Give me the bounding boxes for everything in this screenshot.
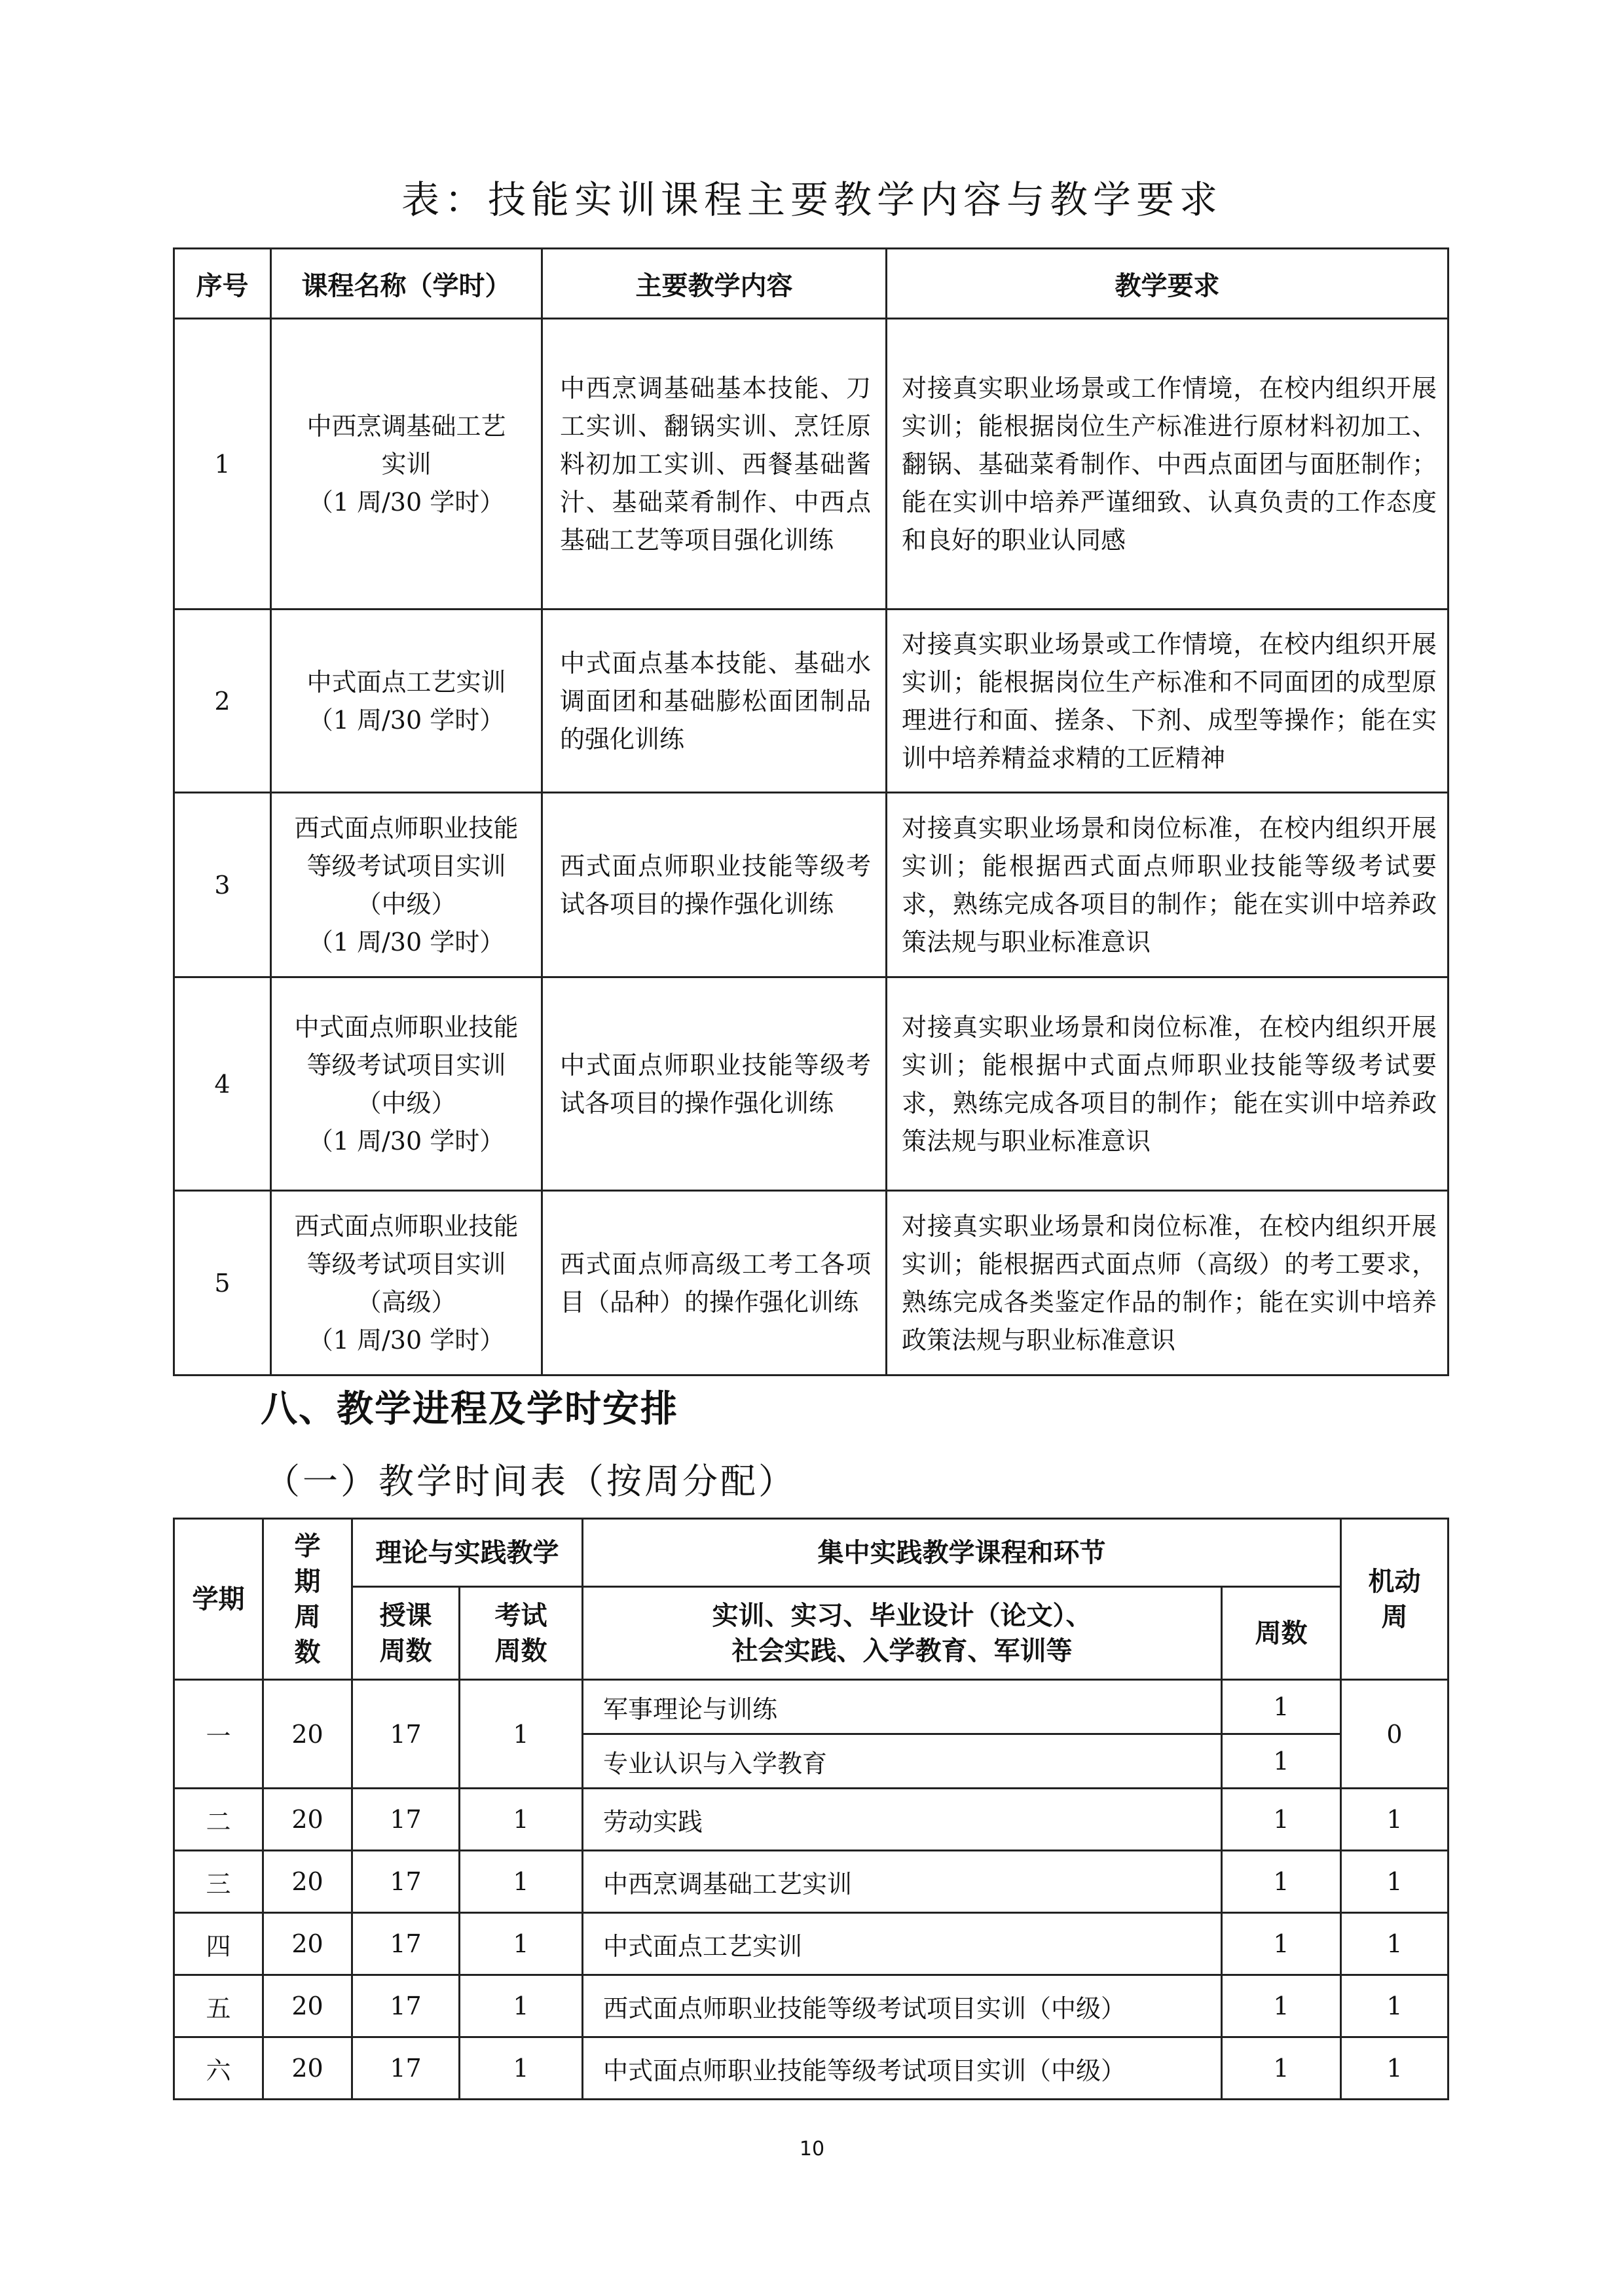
exam-weeks-cell: 1 — [460, 1913, 583, 1975]
table-row — [174, 1789, 1449, 1851]
exam-weeks-cell: 1 — [460, 1789, 583, 1851]
lecture-weeks-cell: 17 — [352, 1680, 460, 1789]
course-hours: （1 周/30 学时） — [308, 927, 505, 957]
activity-weeks-cell: 1 — [1222, 1913, 1341, 1975]
row-number: 2 — [174, 610, 271, 793]
col-header-course-name: 课程名称（学时） — [271, 249, 542, 319]
course-name-cell — [271, 610, 542, 793]
skills-training-table — [173, 247, 1449, 1376]
requirements-cell: 对接真实职业场景和岗位标准，在校内组织开展实训；能根据西式面点师（高级）的考工要求，熟练完成各类鉴定作品的制作；能在实训中培养政策法规与职业标准意识 — [887, 1191, 1449, 1376]
course-name: 中西烹调基础工艺实训 — [306, 411, 506, 479]
activity-cell: 劳动实践 — [583, 1789, 1222, 1851]
table-row — [174, 793, 1449, 977]
page-number: 10 — [799, 2138, 825, 2160]
activity-cell: 中式面点师职业技能等级考试项目实训（中级） — [583, 2037, 1222, 2100]
lecture-weeks-cell: 17 — [352, 1789, 460, 1851]
col-header-no: 序号 — [174, 249, 271, 319]
activity-cell: 军事理论与训练 — [583, 1680, 1222, 1734]
course-name-cell — [271, 977, 542, 1191]
course-name-cell — [271, 793, 542, 977]
exam-weeks-cell: 1 — [460, 1851, 583, 1913]
lecture-weeks-cell: 17 — [352, 1851, 460, 1913]
row-number: 1 — [174, 319, 271, 610]
activity-weeks-cell: 1 — [1222, 1680, 1341, 1734]
lecture-weeks-cell: 17 — [352, 2037, 460, 2100]
table-row — [174, 1975, 1449, 2037]
flex-weeks-cell: 1 — [1341, 1789, 1449, 1851]
flex-weeks-cell: 0 — [1341, 1680, 1449, 1789]
col-header-content: 主要教学内容 — [542, 249, 887, 319]
table-header-row — [174, 1587, 1449, 1680]
requirements-cell: 对接真实职业场景或工作情境，在校内组织开展实训；能根据岗位生产标准和不同面团的成型原理进行和面、搓条、下剂、成型等操作；能在实训中培养精益求精的工匠精神 — [887, 610, 1449, 793]
exam-weeks-cell: 1 — [460, 1680, 583, 1789]
content-cell: 中西烹调基础基本技能、刀工实训、翻锅实训、烹饪原料初加工实训、西餐基础酱汁、基础菜肴制作、中西点基础工艺等项目强化训练 — [542, 319, 887, 610]
row-number: 5 — [174, 1191, 271, 1376]
table-row — [174, 1191, 1449, 1376]
lecture-weeks-cell: 17 — [352, 1975, 460, 2037]
col-header-flex-weeks: 机动周 — [1341, 1519, 1449, 1680]
activity-cell: 西式面点师职业技能等级考试项目实训（中级） — [583, 1975, 1222, 2037]
lecture-weeks-cell: 17 — [352, 1913, 460, 1975]
term-weeks-cell: 20 — [263, 1789, 352, 1851]
term-weeks-cell: 20 — [263, 1851, 352, 1913]
col-header-requirements: 教学要求 — [887, 249, 1449, 319]
table-row — [174, 2037, 1449, 2100]
requirements-cell: 对接真实职业场景和岗位标准，在校内组织开展实训；能根据西式面点师职业技能等级考试要求，熟练完成各项目的制作；能在实训中培养政策法规与职业标准意识 — [887, 793, 1449, 977]
term-cell: 二 — [174, 1789, 263, 1851]
term-weeks-cell: 20 — [263, 1975, 352, 2037]
term-weeks-cell: 20 — [263, 1680, 352, 1789]
term-cell: 五 — [174, 1975, 263, 2037]
col-header-weeks: 周数 — [1222, 1587, 1341, 1680]
course-hours: （1 周/30 学时） — [308, 1325, 505, 1355]
page-title: 表：技能实训课程主要教学内容与教学要求 — [401, 177, 1223, 222]
col-header-activities: 实训、实习、毕业设计（论文）、社会实践、入学教育、军训等 — [583, 1587, 1222, 1680]
term-weeks-cell: 20 — [263, 2037, 352, 2100]
subsection-heading: （一）教学时间表（按周分配） — [265, 1461, 796, 1502]
table-row — [174, 1851, 1449, 1913]
content-cell: 中式面点师职业技能等级考试各项目的操作强化训练 — [542, 977, 887, 1191]
activity-cell: 专业认识与入学教育 — [583, 1734, 1222, 1789]
row-number: 3 — [174, 793, 271, 977]
activity-weeks-cell: 1 — [1222, 1789, 1341, 1851]
course-name: 西式面点师职业技能等级考试项目实训（中级） — [294, 813, 519, 919]
content-cell: 中式面点基本技能、基础水调面团和基础膨松面团制品的强化训练 — [542, 610, 887, 793]
activity-weeks-cell: 1 — [1222, 1975, 1341, 2037]
flex-weeks-cell: 1 — [1341, 1851, 1449, 1913]
teaching-schedule-table — [173, 1518, 1449, 2100]
table-header-row — [174, 1519, 1449, 1587]
activity-weeks-cell: 1 — [1222, 2037, 1341, 2100]
row-number: 4 — [174, 977, 271, 1191]
requirements-cell: 对接真实职业场景或工作情境，在校内组织开展实训；能根据岗位生产标准进行原材料初加工、翻锅、基础菜肴制作、中西点面团与面胚制作；能在实训中培养严谨细致、认真负责的工作态度和良好的职业认同感 — [887, 319, 1449, 610]
table-row — [174, 610, 1449, 793]
content-cell: 西式面点师高级工考工各项目（品种）的操作强化训练 — [542, 1191, 887, 1376]
flex-weeks-cell: 1 — [1341, 1913, 1449, 1975]
table-header-row — [174, 249, 1449, 319]
table-row — [174, 319, 1449, 610]
col-header-lecture-weeks: 授课周数 — [352, 1587, 460, 1680]
course-name-cell — [271, 1191, 542, 1376]
requirements-cell: 对接真实职业场景和岗位标准，在校内组织开展实训；能根据中式面点师职业技能等级考试要求，熟练完成各项目的制作；能在实训中培养政策法规与职业标准意识 — [887, 977, 1449, 1191]
course-name: 中式面点师职业技能等级考试项目实训（中级） — [294, 1012, 519, 1118]
table-row — [174, 1680, 1449, 1734]
flex-weeks-cell: 1 — [1341, 1975, 1449, 2037]
exam-weeks-cell: 1 — [460, 2037, 583, 2100]
col-header-practice-group: 集中实践教学课程和环节 — [583, 1519, 1341, 1587]
course-hours: （1 周/30 学时） — [308, 705, 505, 735]
activity-weeks-cell: 1 — [1222, 1734, 1341, 1789]
term-cell: 一 — [174, 1680, 263, 1789]
activity-weeks-cell: 1 — [1222, 1851, 1341, 1913]
term-weeks-cell: 20 — [263, 1913, 352, 1975]
col-header-theory-group: 理论与实践教学 — [352, 1519, 583, 1587]
section-heading: 八、教学进程及学时安排 — [261, 1388, 678, 1430]
table-row — [174, 977, 1449, 1191]
col-header-term-weeks: 学期周数 — [263, 1519, 352, 1680]
activity-cell: 中式面点工艺实训 — [583, 1913, 1222, 1975]
table-row — [174, 1913, 1449, 1975]
course-name: 西式面点师职业技能等级考试项目实训（高级） — [294, 1211, 519, 1317]
flex-weeks-cell: 1 — [1341, 2037, 1449, 2100]
exam-weeks-cell: 1 — [460, 1975, 583, 2037]
term-cell: 四 — [174, 1913, 263, 1975]
course-name: 中式面点工艺实训 — [306, 667, 506, 697]
course-hours: （1 周/30 学时） — [308, 1126, 505, 1156]
term-cell: 三 — [174, 1851, 263, 1913]
content-cell: 西式面点师职业技能等级考试各项目的操作强化训练 — [542, 793, 887, 977]
course-name-cell — [271, 319, 542, 610]
term-cell: 六 — [174, 2037, 263, 2100]
col-header-term: 学期 — [174, 1519, 263, 1680]
activity-cell: 中西烹调基础工艺实训 — [583, 1851, 1222, 1913]
course-hours: （1 周/30 学时） — [308, 487, 505, 517]
col-header-exam-weeks: 考试周数 — [460, 1587, 583, 1680]
